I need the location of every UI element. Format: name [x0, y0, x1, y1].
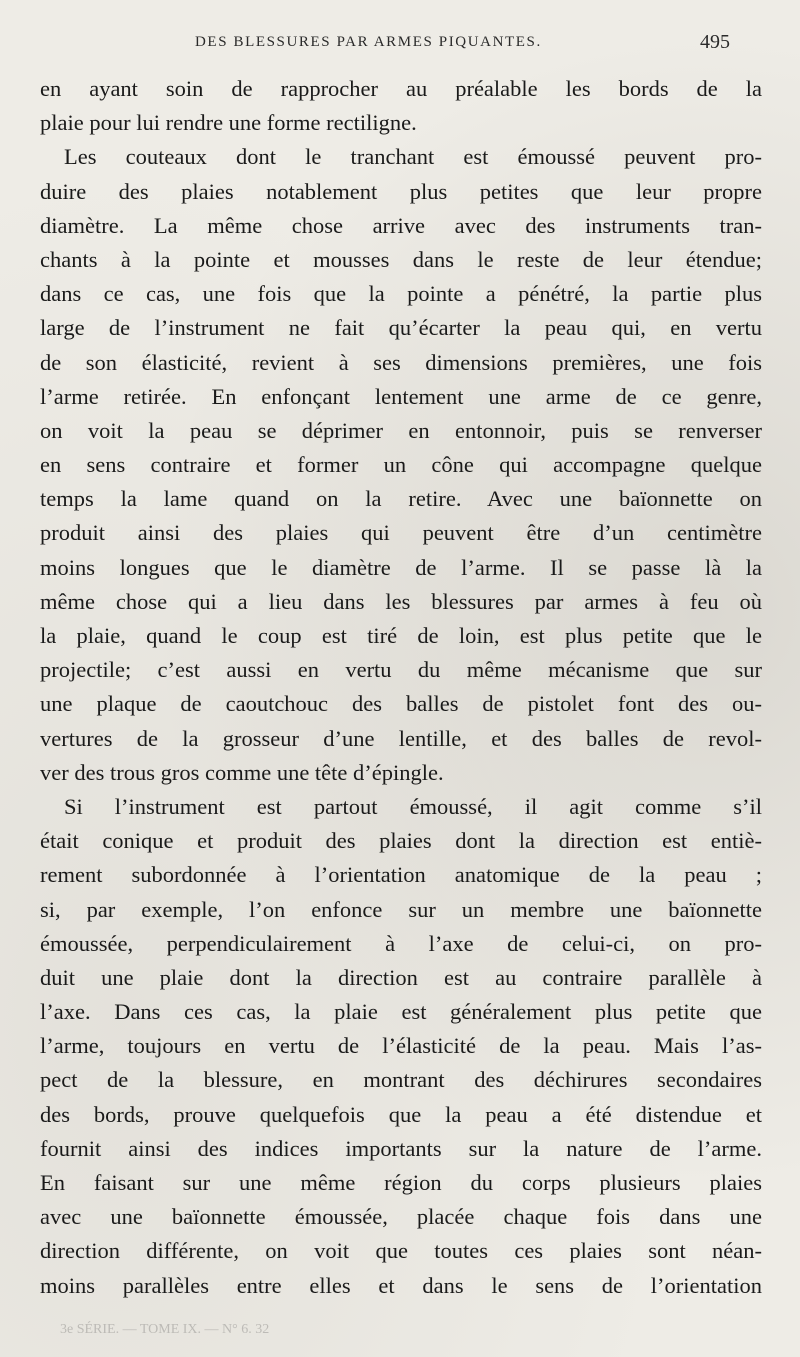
text-line: des bords, prouve quelquefois que la peau a été distendue et [40, 1101, 762, 1127]
text-line: projectile; c’est aussi en vertu du même mécanisme que sur [40, 657, 762, 683]
text-line: avec une baïonnette émoussée, placée chaque fois dans une [40, 1204, 762, 1230]
text-line: l’arme retirée. En enfonçant lentement une arme de ce genre, [40, 383, 762, 409]
text-line: plaie pour lui rendre une forme rectiligne. [40, 110, 417, 136]
text-line: la plaie, quand le coup est tiré de loin, est plus petite que le [40, 623, 762, 648]
text-line: direction différente, on voit que toutes ces plaies sont néan- [40, 1238, 762, 1264]
text-line: en sens contraire et former un cône qui accompagne quelque [40, 452, 762, 478]
text-line: pect de la blessure, en montrant des déchirures secondaires [40, 1067, 762, 1093]
text-line: En faisant sur une même région du corps plusieurs plaies [40, 1170, 762, 1195]
text-line: rement subordonnée à l’orientation anatomique de la peau ; [40, 862, 762, 888]
text-line: temps la lame quand on la retire. Avec une baïonnette on [40, 486, 762, 512]
text-line: diamètre. La même chose arrive avec des instruments tran- [40, 212, 762, 238]
body-text [40, 72, 762, 1303]
text-line: produit ainsi des plaies qui peuvent être d’un centimètre [40, 520, 762, 546]
bleed-through-footer: 3e SÉRIE. — TOME IX. — N° 6. 32 [60, 1322, 270, 1337]
text-line: était conique et produit des plaies dont la direction est entiè- [40, 828, 762, 854]
page-number: 495 [700, 31, 730, 53]
text-line: duire des plaies notablement plus petites que leur propre [40, 178, 762, 204]
text-line: moins parallèles entre elles et dans le sens de l’orientation [40, 1272, 762, 1298]
text-line: vertures de la grosseur d’une lentille, et des balles de revol- [40, 725, 762, 751]
text-line: ver des trous gros comme une tête d’épingle. [40, 759, 444, 785]
text-line: l’axe. Dans ces cas, la plaie est généralement plus petite que [40, 999, 762, 1025]
text-line: chants à la pointe et mousses dans le reste de leur étendue; [40, 246, 762, 272]
text-line: même chose qui a lieu dans les blessures par armes à feu où [40, 588, 762, 614]
text-line: large de l’instrument ne fait qu’écarter la peau qui, en vertu [40, 315, 762, 341]
text-line: l’arme, toujours en vertu de l’élasticité de la peau. Mais l’as- [40, 1033, 762, 1059]
text-line: on voit la peau se déprimer en entonnoir, puis se renverser [40, 417, 762, 443]
running-head: DES BLESSURES PAR ARMES PIQUANTES. [195, 34, 542, 50]
text-line: si, par exemple, l’on enfonce sur un membre une baïonnette [40, 896, 762, 922]
text-line: moins longues que le diamètre de l’arme. Il se passe là la [40, 554, 762, 580]
text-line: duit une plaie dont la direction est au contraire parallèle à [40, 964, 762, 990]
page-header [0, 31, 800, 58]
text-line: fournit ainsi des indices importants sur la nature de l’arme. [40, 1135, 762, 1161]
text-line: une plaque de caoutchouc des balles de pistolet font des ou- [40, 691, 762, 717]
text-line: dans ce cas, une fois que la pointe a pénétré, la partie plus [40, 281, 762, 307]
text-line: Si l’instrument est partout émoussé, il agit comme s’il [64, 793, 762, 819]
text-line: Les couteaux dont le tranchant est émoussé peuvent pro- [64, 144, 762, 170]
text-line: de son élasticité, revient à ses dimensions premières, une fois [40, 349, 762, 375]
text-line: en ayant soin de rapprocher au préalable les bords de la [40, 76, 762, 101]
text-line: émoussée, perpendiculairement à l’axe de celui-ci, on pro- [40, 930, 762, 956]
